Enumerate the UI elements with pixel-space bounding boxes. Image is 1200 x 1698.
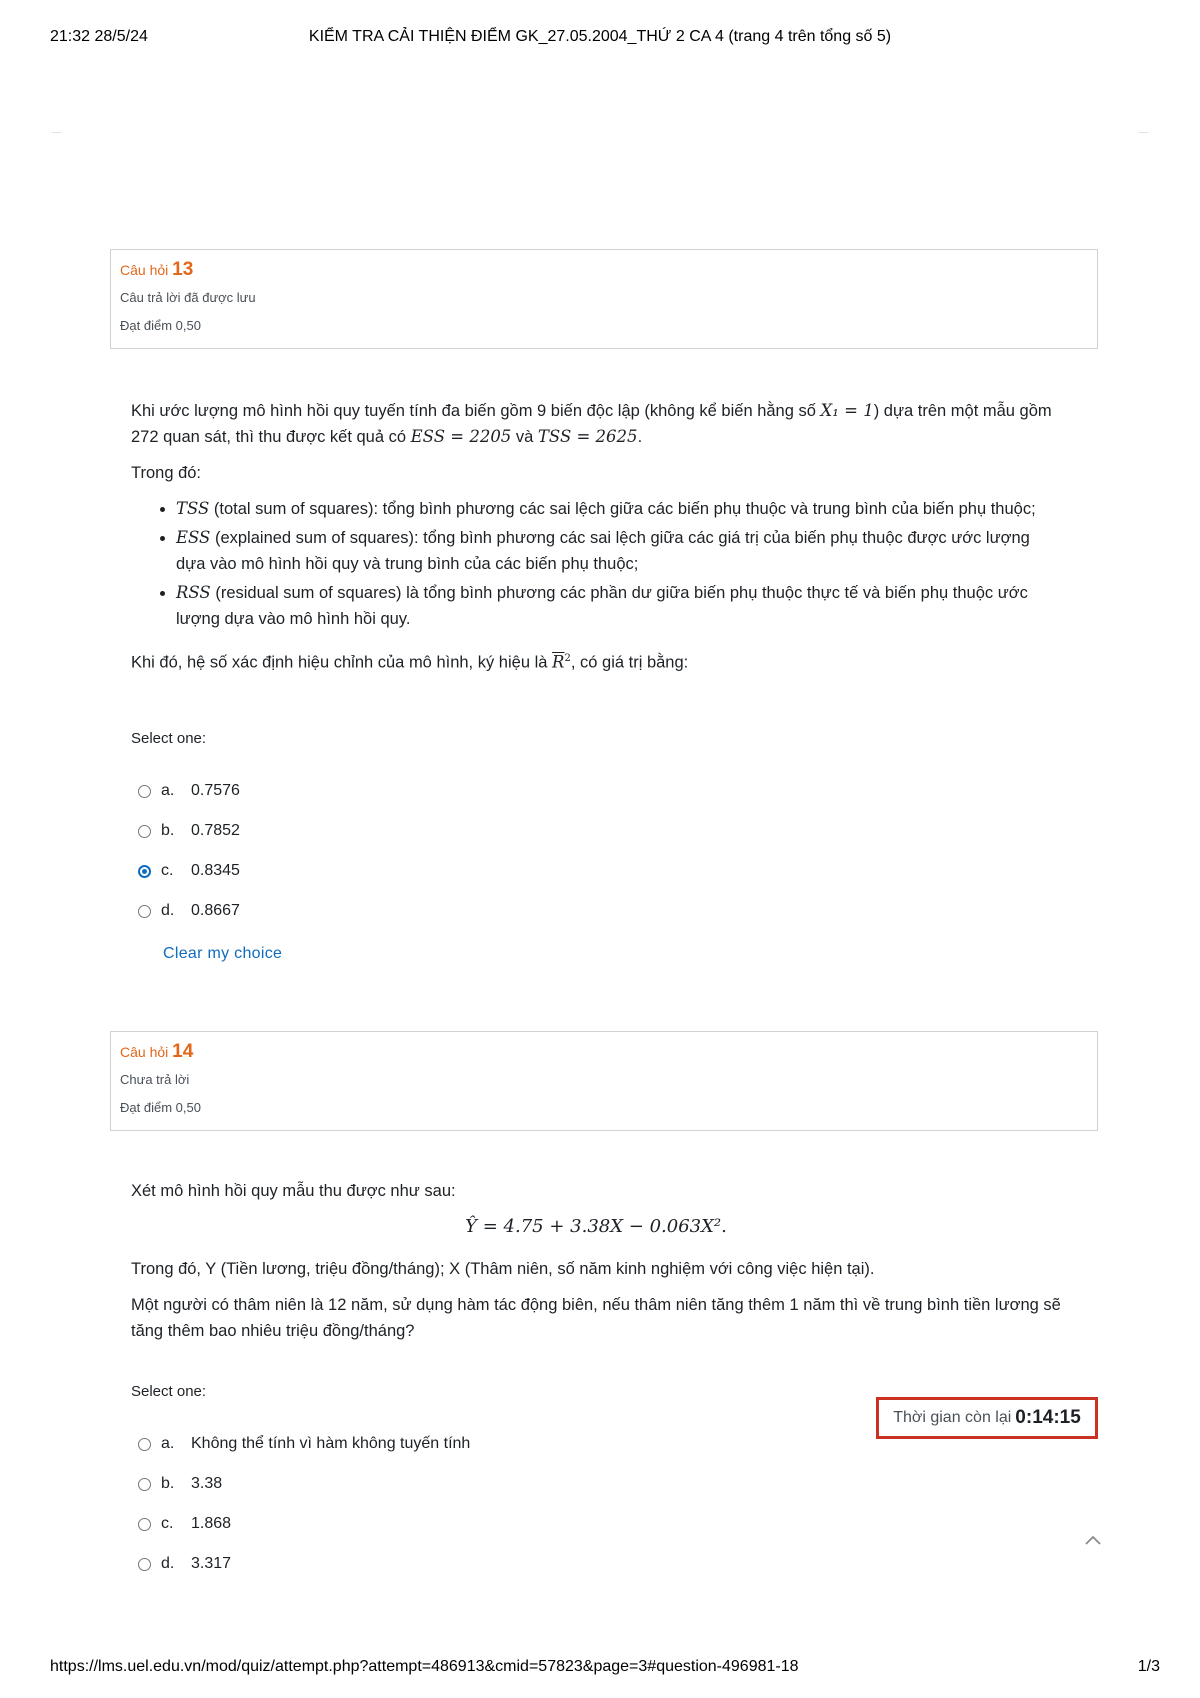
question-number (120, 1042, 1088, 1062)
text: , có giá trị bằng: (570, 653, 689, 672)
math: RSS (176, 583, 211, 602)
question-grade: Đạt điểm 0,50 (120, 1100, 201, 1115)
question-where: Trong đó: (131, 464, 202, 482)
math: ESS = 2205 (410, 427, 512, 446)
answer-option-b[interactable] (138, 1464, 470, 1504)
answer-list-14 (138, 1424, 470, 1584)
math: 2 (564, 653, 571, 664)
text: Khi đó, hệ số xác định hiệu chỉnh của mô hình, ký hiệu là (131, 653, 553, 672)
answer-text: Không thể tính vì hàm không tuyến tính (191, 1435, 471, 1452)
math: TSS = 2625 (537, 427, 638, 446)
answer-letter: a. (161, 782, 175, 799)
radio-button[interactable] (138, 785, 151, 798)
question-number (120, 260, 1088, 280)
answer-option-d[interactable] (138, 891, 240, 931)
answer-text: 3.38 (191, 1475, 223, 1492)
text: (residual sum of squares) là tổng bình phương các phần dư giữa biến phụ thuộc thực tế và biến phụ thuộc ước lượng dựa vào mô hình hồi quy. (176, 584, 1028, 628)
answer-letter: c. (161, 1515, 174, 1532)
answer-text: 3.317 (191, 1555, 232, 1572)
question-label: Câu hỏi (120, 262, 169, 278)
math: TSS (176, 499, 210, 518)
math: X₁ = 1 (820, 401, 874, 420)
question-text-14 (131, 1178, 1061, 1354)
question-prompt: Một người có thâm niên là 12 năm, sử dụng hàm tác động biên, nếu thâm niên tăng thêm 1 năm thì về trung bình tiền lương sẽ tăng thêm bao nhiêu triệu đồng/tháng? (131, 1296, 1061, 1340)
answer-text: 0.8345 (191, 862, 240, 879)
question-number-value: 14 (172, 1041, 194, 1062)
question-text-13 (131, 398, 1061, 686)
question-state: Câu trả lời đã được lưu (120, 290, 256, 305)
select-one-label: Select one: (131, 1383, 207, 1400)
text: ) dựa trên một mẫu gồm 272 quan sát, thì thu được kết quả có (131, 402, 1052, 446)
math: ESS (176, 528, 211, 547)
question-number-value: 13 (172, 259, 194, 280)
answer-text: 1.868 (191, 1515, 232, 1532)
answer-option-b[interactable] (138, 811, 240, 851)
text: (explained sum of squares): tổng bình phương các sai lệch giữa các giá trị của biến phụ thuộc được ước lượng dựa vào mô hình hồi quy và trung bình của các biến phụ thuộc; (176, 529, 1030, 573)
text: và (511, 428, 538, 446)
answer-letter: d. (161, 902, 175, 919)
answer-letter: c. (161, 862, 174, 879)
question-intro (131, 398, 1061, 450)
print-header (0, 28, 1200, 50)
answer-letter: a. (161, 1435, 175, 1452)
question-state: Chưa trả lời (120, 1072, 190, 1087)
divider (1138, 132, 1148, 133)
answer-option-a[interactable] (138, 771, 240, 811)
answer-letter: d. (161, 1555, 175, 1572)
divider (52, 132, 62, 133)
question-info-13 (110, 249, 1098, 349)
clear-choice-link[interactable]: Clear my choice (163, 945, 283, 962)
regression-formula: Ŷ = 4.75 + 3.38X − 0.063X². (465, 1216, 727, 1237)
print-page-number: 1/3 (1137, 1658, 1160, 1675)
radio-button[interactable] (138, 1518, 151, 1531)
answer-text: 0.7576 (191, 782, 240, 799)
timer-value: 0:14:15 (1015, 1407, 1081, 1428)
answer-option-d[interactable] (138, 1544, 470, 1584)
radio-button[interactable] (138, 1438, 151, 1451)
radio-button[interactable] (138, 1478, 151, 1491)
question-info-14 (110, 1031, 1098, 1131)
answer-text: 0.7852 (191, 822, 240, 839)
question-label: Câu hỏi (120, 1044, 169, 1060)
list-item (176, 525, 1061, 577)
question-where: Trong đó, Y (Tiền lương, triệu đồng/tháng); X (Thâm niên, số năm kinh nghiệm với công việc hiện tại). (131, 1260, 875, 1278)
print-datetime: 21:32 28/5/24 (50, 28, 148, 45)
answer-option-a[interactable] (138, 1424, 470, 1464)
print-footer (0, 1658, 1200, 1680)
chevron-up-icon[interactable] (1082, 1530, 1104, 1552)
question-prompt (131, 646, 1061, 676)
question-intro: Xét mô hình hồi quy mẫu thu được như sau: (131, 1182, 456, 1200)
answer-text: 0.8667 (191, 902, 240, 919)
radio-button[interactable] (138, 825, 151, 838)
text: . (637, 428, 643, 446)
text: Khi ước lượng mô hình hồi quy tuyến tính đa biến gồm 9 biến độc lập (không kể biến hằng số (131, 402, 821, 420)
select-one-label: Select one: (131, 730, 207, 747)
text: (total sum of squares): tổng bình phương các sai lệch giữa các biến phụ thuộc và trung bình của biến phụ thuộc; (209, 500, 1036, 518)
answer-letter: b. (161, 1475, 175, 1492)
print-title: KIỂM TRA CẢI THIỆN ĐIỂM GK_27.05.2004_THỨ 2 CA 4 (trang 4 trên tổng số 5) (308, 28, 892, 45)
radio-button[interactable] (138, 905, 151, 918)
radio-button[interactable] (138, 1558, 151, 1571)
list-item (176, 580, 1061, 632)
quiz-timer (876, 1397, 1098, 1439)
answer-list-13 (138, 771, 240, 931)
question-grade: Đạt điểm 0,50 (120, 318, 201, 333)
definition-list (131, 496, 1061, 632)
answer-letter: b. (161, 822, 175, 839)
print-url: https://lms.uel.edu.vn/mod/quiz/attempt.php?attempt=486913&cmid=57823&page=3#question-496981-18 (50, 1658, 799, 1675)
answer-option-c[interactable] (138, 1504, 470, 1544)
timer-label: Thời gian còn lại (893, 1409, 1012, 1426)
math: $\overline{R}$ (552, 652, 565, 672)
chevron-up-icon-svg (1084, 1534, 1102, 1546)
list-item (176, 496, 1061, 522)
answer-option-c[interactable] (138, 851, 240, 891)
radio-button-checked[interactable] (138, 865, 151, 878)
